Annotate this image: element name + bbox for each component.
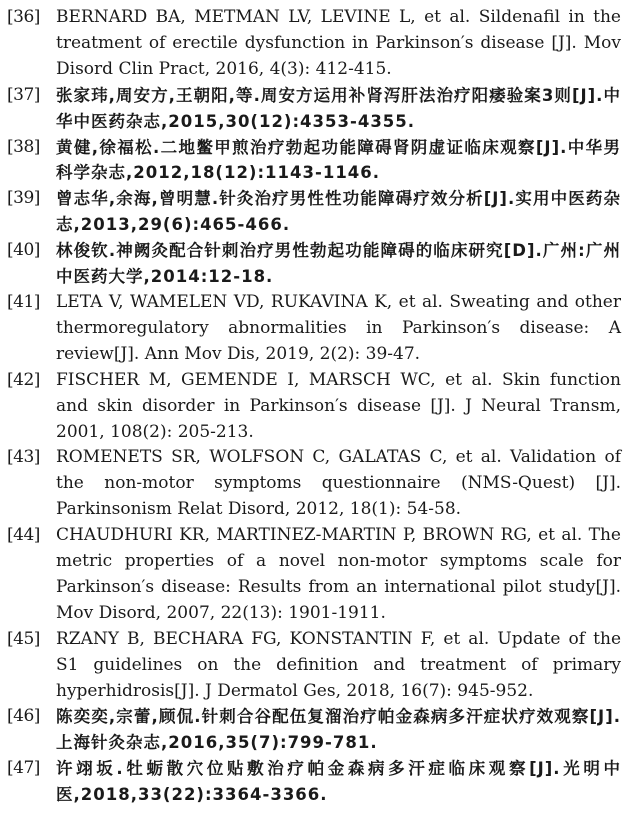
reference-item-44 bbox=[7, 523, 621, 627]
reference-number: [40] bbox=[7, 240, 40, 261]
reference-item-46 bbox=[7, 704, 621, 756]
reference-number: [44] bbox=[7, 525, 40, 546]
reference-text: LETA V, WAMELEN VD, RUKAVINA K, et al. Sweating and other thermoregulatory abnormalities in Parkinson′s disease: A review[J]. Ann Mov Dis, 2019, 2(2): 39-47. bbox=[56, 291, 621, 364]
reference-text: RZANY B, BECHARA FG, KONSTANTIN F, et al. Update of the S1 guidelines on the definition and treatment of primary hyperhidrosis[J]. J Dermatol Ges, 2018, 16(7): 945-952. bbox=[56, 628, 621, 701]
reference-item-37 bbox=[7, 83, 621, 135]
reference-text: 张家玮,周安方,王朝阳,等.周安方运用补肾泻肝法治疗阳痿验案3则[J].中华中医药杂志,2015,30(12):4353-4355. bbox=[56, 85, 621, 131]
reference-text: ROMENETS SR, WOLFSON C, GALATAS C, et al. Validation of the non-motor symptoms questionnaire (NMS-Quest) [J]. Parkinsonism Relat Disord, 2012, 18(1): 54-58. bbox=[56, 447, 621, 520]
reference-number: [42] bbox=[7, 369, 40, 390]
reference-number: [41] bbox=[7, 291, 40, 312]
reference-item-45 bbox=[7, 627, 621, 705]
reference-text: 曾志华,余海,曾明慧.针灸治疗男性性功能障碍疗效分析[J].实用中医药杂志,2013,29(6):465-466. bbox=[56, 189, 621, 235]
reference-number: [43] bbox=[7, 447, 40, 468]
reference-text: CHAUDHURI KR, MARTINEZ-MARTIN P, BROWN RG, et al. The metric properties of a novel non-motor symptoms scale for Parkinson′s disease: Results from an international pilot study[J]. Mov Disord, 2007, 22(13): 1901-1911. bbox=[56, 525, 621, 623]
reference-item-43 bbox=[7, 445, 621, 523]
reference-text: FISCHER M, GEMENDE I, MARSCH WC, et al. Skin function and skin disorder in Parkinson′s disease [J]. J Neural Transm, 2001, 108(2): 205-213. bbox=[56, 369, 621, 442]
reference-number: [46] bbox=[7, 706, 40, 727]
reference-number: [37] bbox=[7, 84, 40, 105]
reference-number: [39] bbox=[7, 188, 40, 209]
reference-text: 林俊钦.神阙灸配合针刺治疗男性勃起功能障碍的临床研究[D].广州:广州中医药大学,2014:12-18. bbox=[56, 241, 621, 287]
reference-text: 许翊坂.牡蛎散穴位贴敷治疗帕金森病多汗症临床观察[J].光明中医,2018,33(22):3364-3366. bbox=[56, 759, 621, 805]
reference-item-42 bbox=[7, 368, 621, 446]
reference-item-36 bbox=[7, 5, 621, 83]
reference-item-40 bbox=[7, 238, 621, 290]
reference-list bbox=[7, 5, 621, 808]
reference-item-47 bbox=[7, 756, 621, 808]
reference-number: [45] bbox=[7, 628, 40, 649]
reference-item-38 bbox=[7, 135, 621, 187]
reference-text: 黄健,徐福松.二地鳖甲煎治疗勃起功能障碍肾阴虚证临床观察[J].中华男科学杂志,2012,18(12):1143-1146. bbox=[56, 137, 621, 183]
reference-item-39 bbox=[7, 186, 621, 238]
reference-number: [47] bbox=[7, 758, 40, 779]
reference-item-41 bbox=[7, 290, 621, 368]
reference-number: [38] bbox=[7, 136, 40, 157]
reference-number: [36] bbox=[7, 7, 40, 27]
reference-text: BERNARD BA, METMAN LV, LEVINE L, et al. Sildenafil in the treatment of erectile dysfunction in Parkinson′s disease [J]. Mov Disord Clin Pract, 2016, 4(3): 412-415. bbox=[56, 7, 621, 79]
reference-text: 陈奕奕,宗蕾,顾侃.针刺合谷配伍复溜治疗帕金森病多汗症状疗效观察[J].上海针灸杂志,2016,35(7):799-781. bbox=[56, 707, 621, 753]
